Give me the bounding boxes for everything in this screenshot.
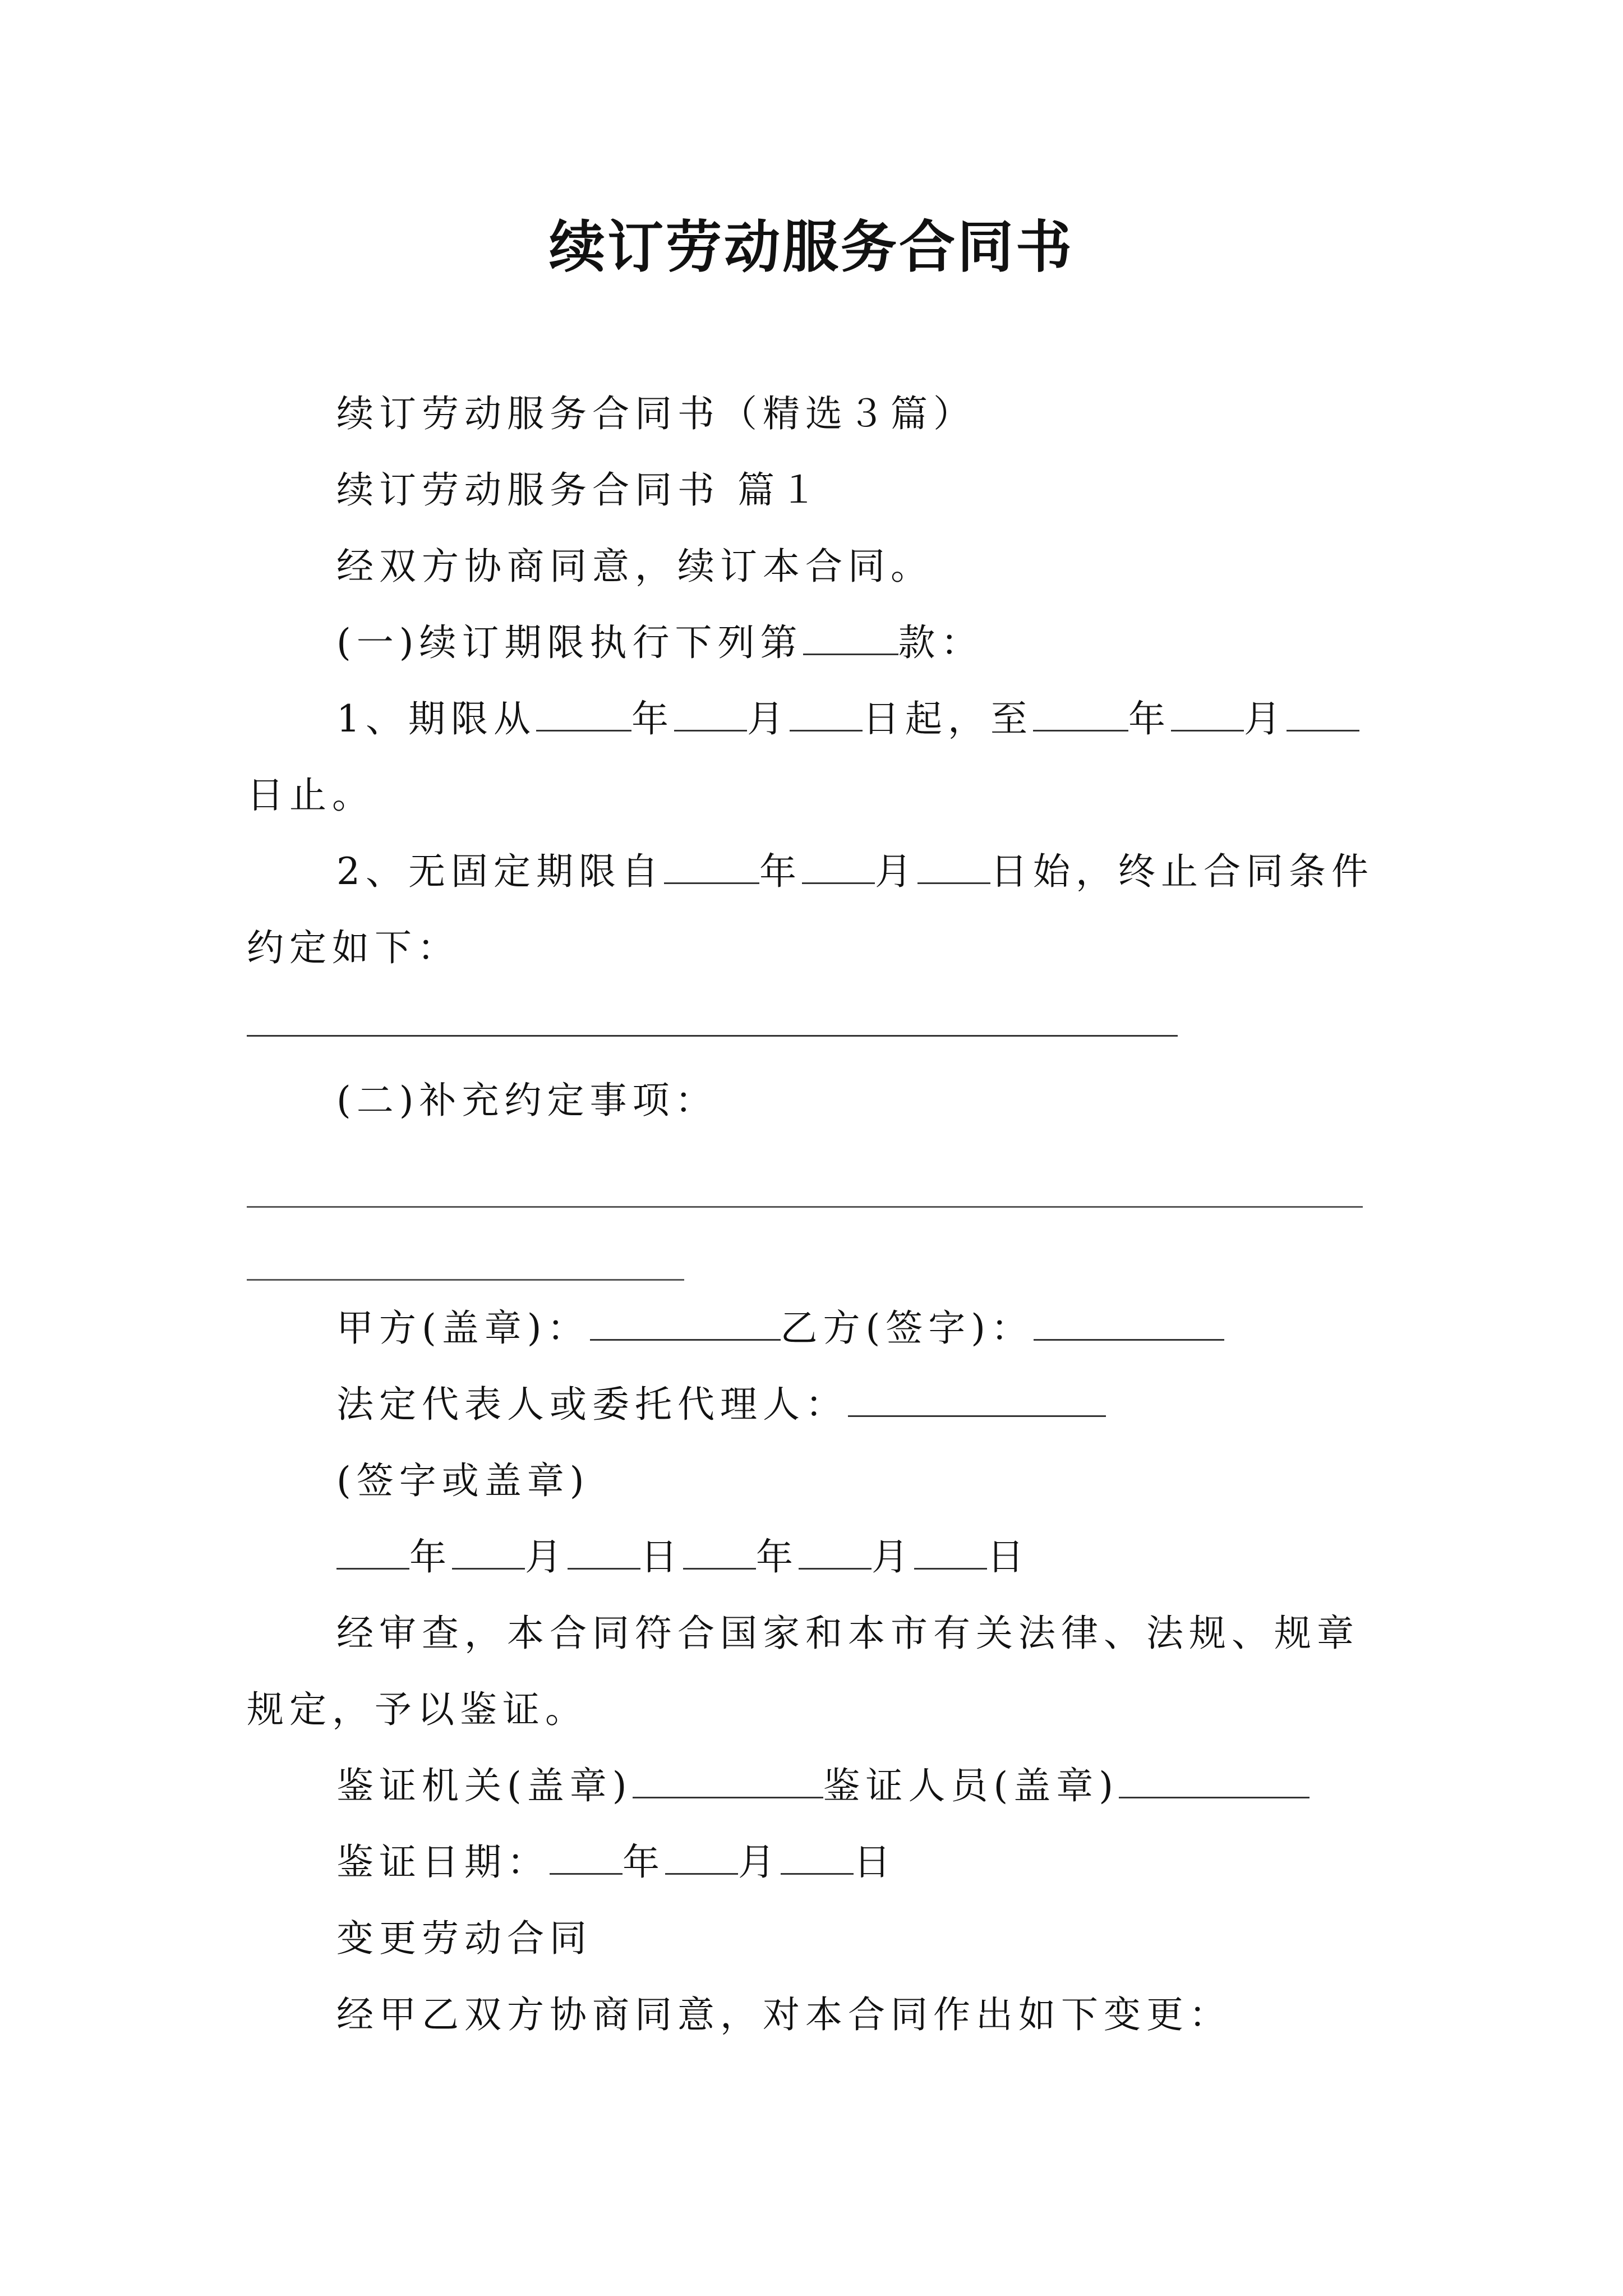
blank-field[interactable] [665,1834,738,1875]
paragraph-change-agreement: 经甲乙双方协商同意，对本合同作出如下变更： [336,1993,1232,2036]
paragraph-supplement: (二)补充约定事项： [336,1079,718,1122]
blank-field[interactable] [781,1834,854,1875]
blank-field[interactable] [790,691,863,731]
blank-field[interactable] [802,843,875,884]
paragraph-open-term: 2、无固定期限自 年 月 日始，终止合同条件约定如下： [247,834,1385,1062]
blank-field[interactable] [664,843,759,884]
blank-field[interactable] [799,1529,872,1570]
paragraph-signature-parties: 甲方(盖章)： 乙方(签字)： [247,1290,1385,1366]
blank-field[interactable] [1287,691,1359,731]
blank-field[interactable] [1171,691,1244,731]
blank-field[interactable] [674,691,747,731]
document-body [247,376,1385,1139]
blank-line[interactable] [247,1206,1363,1208]
paragraph-section-heading: 续订劳动服务合同书 篇１ [336,468,823,512]
document-title: 续订劳动服务合同书 [549,214,1074,280]
paragraph-change-heading: 变更劳动合同 [336,1917,592,1960]
blank-field[interactable] [1034,1300,1224,1341]
blank-field[interactable] [550,1834,623,1875]
paragraph-certifier: 鉴证机关(盖章) 鉴证人员(盖章) [247,1748,1385,1824]
paragraph-sign-or-seal: (签字或盖章) [336,1459,590,1502]
blank-field[interactable] [1119,1757,1310,1798]
blank-field[interactable] [683,1529,756,1570]
blank-field[interactable] [914,1529,987,1570]
blank-field[interactable] [803,614,898,655]
blank-field[interactable] [536,691,631,731]
paragraph-subtitle: 续订劳动服务合同书（精选３篇） [336,392,976,435]
blank-field[interactable] [633,1757,823,1798]
document-body-signatures [247,1290,1385,2053]
paragraph-dates: 年 月 日 年 月 日 [247,1519,1385,1595]
paragraph-fixed-term: 1、期限从 年 月 日起，至 年 月日止。 [247,681,1385,834]
blank-field-long[interactable] [247,996,1178,1037]
paragraph-review: 经审查，本合同符合国家和本市有关法律、法规、规章规定，予以鉴证。 [247,1612,1359,1731]
paragraph-term-choice: (一)续订期限执行下列第 款： [247,605,1385,681]
blank-field[interactable] [848,1376,1106,1417]
paragraph-certification-date: 鉴证日期： 年 月 日 [247,1824,1385,1901]
blank-field[interactable] [917,843,990,884]
blank-field[interactable] [568,1529,640,1570]
blank-field[interactable] [1033,691,1128,731]
paragraph-agreement: 经双方协商同意，续订本合同。 [336,545,933,588]
blank-field[interactable] [336,1529,409,1570]
blank-field[interactable] [590,1300,781,1341]
blank-line[interactable] [247,1279,684,1281]
blank-field[interactable] [452,1529,525,1570]
paragraph-representative: 法定代表人或委托代理人： [247,1366,1385,1443]
